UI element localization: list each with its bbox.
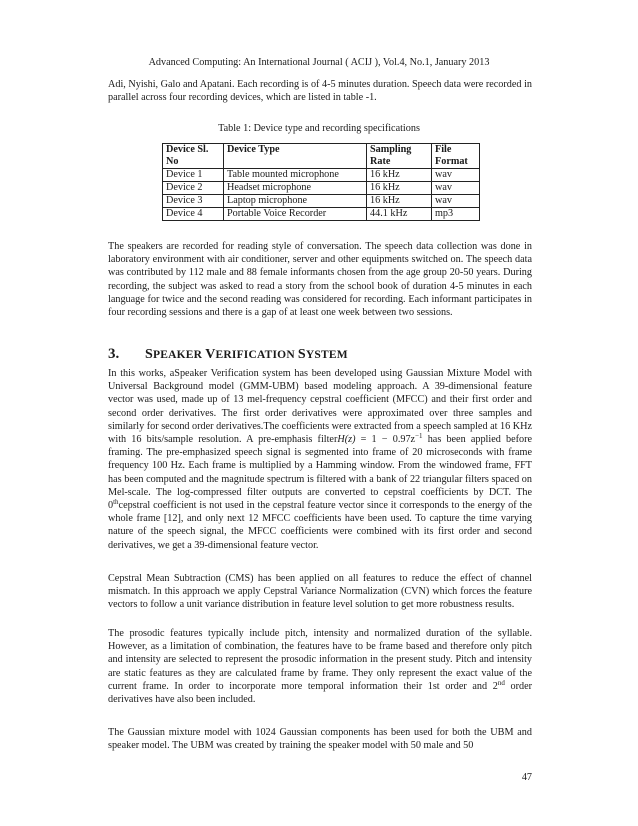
table-cell: mp3 — [432, 208, 480, 221]
table-cell: 16 kHz — [367, 182, 432, 195]
col-header-device-type: Device Type — [224, 144, 367, 169]
intro-paragraph-block — [108, 78, 532, 104]
table-cell: Headset microphone — [224, 182, 367, 195]
table-cell: wav — [432, 169, 480, 182]
speakers-paragraph: The speakers are recorded for reading style of conversation. The speech data collection was done in laboratory environment with air conditioner, server and other equipments switched on. The speech data was contributed by 112 male and 88 female informants chosen from the age group 20-50 years. During recording, the subject was asked to read a story from the school book of duration 4-5 minutes in each language for twice and the second reading was considered for recording. Each informant participates in four recording sessions and there is a gap of at least one week between two sessions. — [108, 241, 532, 319]
page-number: 47 — [521, 772, 532, 783]
table-cell: 16 kHz — [367, 169, 432, 182]
section-heading — [108, 346, 532, 362]
device-spec-table — [162, 143, 480, 221]
superscript-th: th — [113, 498, 119, 507]
prosodic-paragraph: The prosodic features typically include pitch, intensity and normalized duration of the syllable. However, as a limitation of combination, the features have to be frame based and therefore only pitch and intensity are selected to represent the prosodic information in the present study. Pitch and intensity are static features as they are calculated frame by frame. They only represent the exact value of the current frame. In order to incorporate more temporal information their 1st order and 2nd order derivatives have also been included. — [108, 628, 532, 706]
table-row — [163, 208, 480, 221]
table-cell: Device 4 — [163, 208, 224, 221]
table-row — [163, 169, 480, 182]
running-head: Advanced Computing: An International Journal ( ACIJ ), Vol.4, No.1, January 2013 — [148, 57, 490, 68]
table-cell: Device 1 — [163, 169, 224, 182]
formula-exponent: −1 — [415, 432, 423, 441]
table-cell: 44.1 kHz — [367, 208, 432, 221]
table-cell: wav — [432, 195, 480, 208]
speakers-paragraph-block — [108, 240, 532, 319]
formula-rhs: = 1 − 0.97z — [355, 434, 416, 446]
system-paragraph: In this works, aSpeaker Verification system has been developed using Gaussian Mixture Model with Universal Background model (GMM-UBM) based modeling approach. A 39-dimensional feature vector was used, made up of 13 mel-frequency cepstral coefficient (MFCC) and their first order and second order derivatives. The first order derivatives were approximated over three samples and similarly for second order derivatives.The coefficients were extracted from a speech sampled at 16 KHz with 16 bits/sample resolution. A pre-emphasis filterH(z) = $1 - 0.97z^{-1}$ has been applied before framing. The pre-emphasized speech signal is segmented into frame of 20 microseconds with frame frequency 100 Hz. Each frame is multiplied by a Hamming window. From the windowed frame, FFT has been computed and the magnitude spectrum is filtered with a bank of 22 triangular filters spaced on Mel-scale. The log-compressed filter outputs are converted to cepstral coefficients by DCT. The 0thcepstral coefficient is not used in the cepstral feature vector since it corresponds to the energy of the whole frame [12], and only next 12 MFCC coefficients have been used. To capture the time varying nature of the speech signal, the MFCC coefficients were combined with its first order and second derivatives, we get a 39-dimensional feature vector. — [108, 368, 533, 551]
table-cell: Device 3 — [163, 195, 224, 208]
formula-lhs: H(z) — [337, 434, 356, 446]
cms-paragraph-block — [108, 572, 532, 612]
table-cell: Portable Voice Recorder — [224, 208, 367, 221]
table-header-row — [163, 144, 480, 169]
col-header-sampling-rate: Sampling Rate — [367, 144, 432, 169]
col-header-device-sl-no: Device Sl. No — [163, 144, 224, 169]
system-paragraph-block — [108, 367, 532, 552]
table-cell: Laptop microphone — [224, 195, 367, 208]
table-cell: Device 2 — [163, 182, 224, 195]
superscript-nd: nd — [497, 678, 505, 687]
col-header-file-format: File Format — [432, 144, 480, 169]
gmm-paragraph-block — [108, 726, 532, 752]
gmm-paragraph: The Gaussian mixture model with 1024 Gaussian components has been used for both the UBM and speaker model. The UBM was created by training the speaker model with 50 male and 50 — [108, 727, 532, 752]
cms-paragraph: Cepstral Mean Subtraction (CMS) has been applied on all features to reduce the effect of channel mismatch. In this approach we apply Cepstral Variance Normalization (CVN) which forces the feature vectors to follow a unit variance distribution in feature level solution to get more robustness results. — [108, 573, 532, 611]
table-cell: 16 kHz — [367, 195, 432, 208]
prosodic-paragraph-block — [108, 627, 532, 706]
table-cell: Table mounted microphone — [224, 169, 367, 182]
section-title: SPEAKER VERIFICATION SYSTEM — [145, 347, 348, 362]
table-caption: Table 1: Device type and recording specifications — [218, 123, 420, 134]
table-row — [163, 182, 480, 195]
section-number: 3. — [108, 346, 120, 362]
table-row — [163, 195, 480, 208]
intro-paragraph: Adi, Nyishi, Galo and Apatani. Each recording is of 4-5 minutes duration. Speech data were recorded in parallel across four recording devices, which are listed in table -1. — [108, 79, 532, 104]
table-cell: wav — [432, 182, 480, 195]
